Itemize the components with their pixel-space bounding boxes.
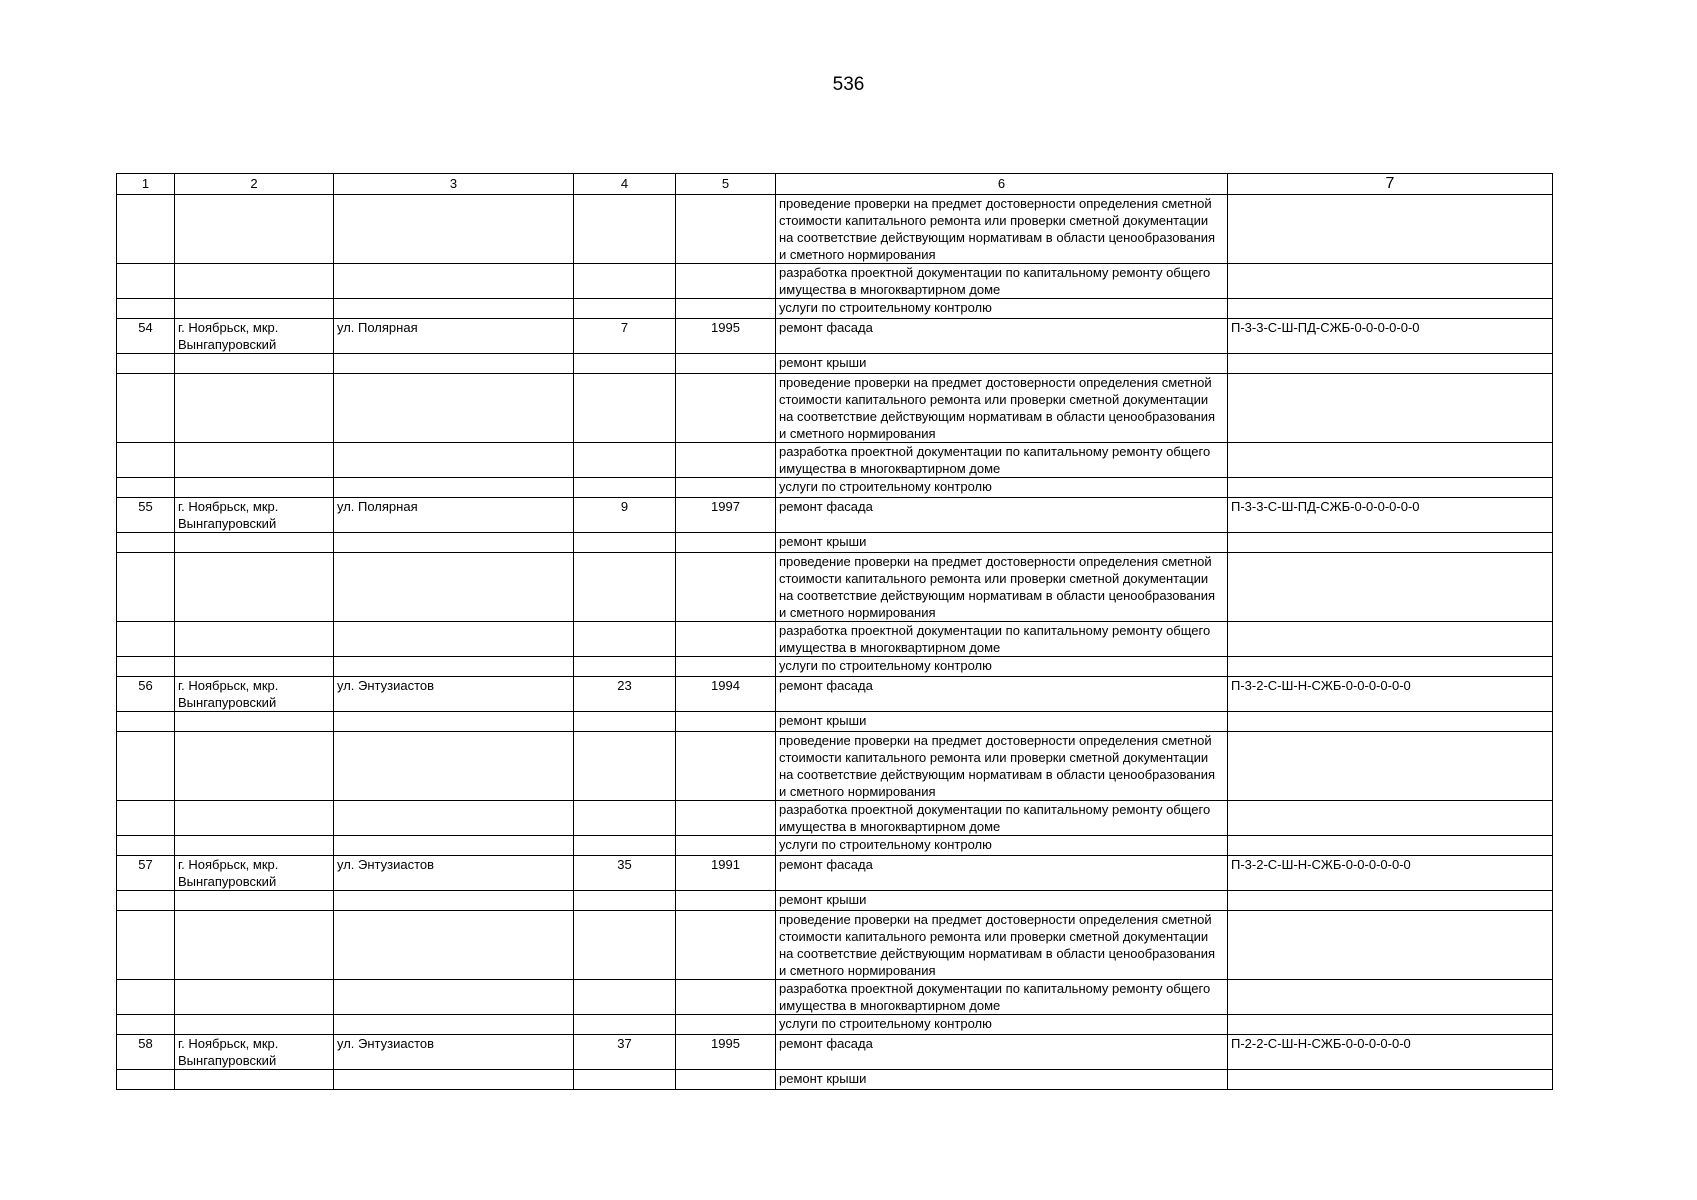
locality-cell [175,1070,334,1090]
year-cell: 1995 [676,319,776,354]
work-type-cell: ремонт крыши [776,712,1228,732]
building-code-cell: П-3-2-С-Ш-Н-СЖБ-0-0-0-0-0-0 [1228,856,1553,891]
row-number-cell [117,478,175,498]
header-row [117,174,1553,195]
year-cell [676,911,776,980]
building-code-cell [1228,980,1553,1015]
work-type-cell: проведение проверки на предмет достоверности определения сметной стоимости капитального ремонта или проверки сметной документации на соответствие действующим нормативам в области ценообразования и сметного нормирования [776,553,1228,622]
table-row [117,622,1553,657]
header-cell-1: 1 [117,174,175,195]
house-number-cell [574,1070,676,1090]
table-row [117,1015,1553,1035]
street-cell [334,980,574,1015]
work-type-cell: ремонт фасада [776,498,1228,533]
house-number-cell [574,443,676,478]
table-row [117,374,1553,443]
street-cell: ул. Полярная [334,319,574,354]
work-type-cell: услуги по строительному контролю [776,657,1228,677]
house-number-cell [574,374,676,443]
house-number-cell: 23 [574,677,676,712]
locality-cell [175,478,334,498]
street-cell [334,374,574,443]
house-number-cell [574,801,676,836]
locality-cell [175,657,334,677]
year-cell [676,478,776,498]
street-cell [334,195,574,264]
row-number-cell: 55 [117,498,175,533]
table-row [117,264,1553,299]
house-number-cell [574,732,676,801]
locality-cell [175,801,334,836]
house-number-cell [574,911,676,980]
house-number-cell [574,891,676,911]
year-cell: 1995 [676,1035,776,1070]
work-type-cell: разработка проектной документации по капитальному ремонту общего имущества в многоквартирном доме [776,801,1228,836]
street-cell [334,801,574,836]
row-number-cell: 58 [117,1035,175,1070]
locality-cell [175,533,334,553]
row-number-cell [117,622,175,657]
house-number-cell: 37 [574,1035,676,1070]
year-cell [676,712,776,732]
year-cell [676,657,776,677]
building-code-cell [1228,533,1553,553]
work-type-cell: ремонт фасада [776,677,1228,712]
work-type-cell: услуги по строительному контролю [776,1015,1228,1035]
building-code-cell [1228,1070,1553,1090]
work-type-cell: разработка проектной документации по капитальному ремонту общего имущества в многоквартирном доме [776,622,1228,657]
locality-cell [175,911,334,980]
header-cell-4: 4 [574,174,676,195]
building-code-cell [1228,443,1553,478]
work-type-cell: ремонт фасада [776,319,1228,354]
house-number-cell: 9 [574,498,676,533]
locality-cell [175,443,334,478]
house-number-cell [574,622,676,657]
locality-cell [175,299,334,319]
year-cell [676,1015,776,1035]
house-number-cell [574,354,676,374]
street-cell [334,712,574,732]
work-type-cell: проведение проверки на предмет достоверности определения сметной стоимости капитального ремонта или проверки сметной документации на соответствие действующим нормативам в области ценообразования и сметного нормирования [776,374,1228,443]
row-number-cell [117,553,175,622]
house-number-cell [574,712,676,732]
table-row [117,980,1553,1015]
locality-cell: г. Ноябрьск, мкр. Вынгапуровский [175,677,334,712]
year-cell [676,299,776,319]
table-row [117,195,1553,264]
year-cell [676,374,776,443]
building-code-cell [1228,891,1553,911]
row-number-cell [117,732,175,801]
table-row [117,836,1553,856]
table-row [117,443,1553,478]
table-row [117,299,1553,319]
year-cell [676,801,776,836]
locality-cell [175,374,334,443]
table-row [117,677,1553,712]
street-cell [334,1015,574,1035]
table-row [117,478,1553,498]
building-code-cell [1228,622,1553,657]
house-number-cell [574,836,676,856]
building-code-cell [1228,911,1553,980]
locality-cell [175,264,334,299]
street-cell [334,891,574,911]
row-number-cell [117,801,175,836]
work-type-cell: проведение проверки на предмет достоверности определения сметной стоимости капитального ремонта или проверки сметной документации на соответствие действующим нормативам в области ценообразования и сметного нормирования [776,195,1228,264]
building-code-cell [1228,374,1553,443]
work-type-cell: ремонт крыши [776,354,1228,374]
street-cell: ул. Энтузиастов [334,856,574,891]
table-row [117,553,1553,622]
building-code-cell [1228,553,1553,622]
year-cell [676,443,776,478]
table-row [117,498,1553,533]
row-number-cell: 57 [117,856,175,891]
year-cell [676,533,776,553]
work-type-cell: ремонт крыши [776,1070,1228,1090]
house-number-cell [574,980,676,1015]
table-row [117,1070,1553,1090]
house-number-cell [574,264,676,299]
row-number-cell: 56 [117,677,175,712]
house-number-cell [574,657,676,677]
house-number-cell [574,195,676,264]
building-code-cell [1228,732,1553,801]
locality-cell [175,354,334,374]
building-code-cell: П-2-2-С-Ш-Н-СЖБ-0-0-0-0-0-0 [1228,1035,1553,1070]
row-number-cell [117,533,175,553]
street-cell [334,478,574,498]
header-cell-2: 2 [175,174,334,195]
row-number-cell [117,443,175,478]
year-cell [676,836,776,856]
row-number-cell [117,712,175,732]
locality-cell [175,1015,334,1035]
work-type-cell: ремонт крыши [776,891,1228,911]
building-code-cell [1228,712,1553,732]
house-number-cell: 7 [574,319,676,354]
table-row [117,354,1553,374]
work-type-cell: ремонт фасада [776,856,1228,891]
work-type-cell: проведение проверки на предмет достоверности определения сметной стоимости капитального ремонта или проверки сметной документации на соответствие действующим нормативам в области ценообразования и сметного нормирования [776,911,1228,980]
locality-cell [175,891,334,911]
work-type-cell: услуги по строительному контролю [776,478,1228,498]
year-cell [676,622,776,657]
work-type-cell: разработка проектной документации по капитальному ремонту общего имущества в многоквартирном доме [776,264,1228,299]
header-cell-6: 6 [776,174,1228,195]
house-number-cell [574,1015,676,1035]
work-type-cell: услуги по строительному контролю [776,836,1228,856]
work-type-cell: разработка проектной документации по капитальному ремонту общего имущества в многоквартирном доме [776,443,1228,478]
house-number-cell [574,299,676,319]
street-cell [334,732,574,801]
street-cell [334,622,574,657]
locality-cell: г. Ноябрьск, мкр. Вынгапуровский [175,1035,334,1070]
building-code-cell: П-3-3-С-Ш-ПД-СЖБ-0-0-0-0-0-0 [1228,498,1553,533]
house-number-cell [574,478,676,498]
year-cell [676,891,776,911]
row-number-cell [117,374,175,443]
street-cell [334,354,574,374]
year-cell [676,195,776,264]
year-cell [676,1070,776,1090]
street-cell [334,657,574,677]
page-number: 536 [832,74,865,95]
street-cell [334,1070,574,1090]
row-number-cell [117,264,175,299]
locality-cell [175,622,334,657]
building-code-cell [1228,801,1553,836]
row-number-cell: 54 [117,319,175,354]
year-cell [676,980,776,1015]
table-body [117,174,1553,1090]
year-cell [676,354,776,374]
locality-cell [175,553,334,622]
locality-cell [175,195,334,264]
year-cell [676,553,776,622]
locality-cell [175,712,334,732]
street-cell [334,911,574,980]
row-number-cell [117,299,175,319]
row-number-cell [117,657,175,677]
header-cell-5: 5 [676,174,776,195]
row-number-cell [117,911,175,980]
row-number-cell [117,891,175,911]
building-code-cell [1228,836,1553,856]
table-row [117,801,1553,836]
table-row [117,911,1553,980]
building-code-cell [1228,1015,1553,1035]
building-code-cell: П-3-3-С-Ш-ПД-СЖБ-0-0-0-0-0-0 [1228,319,1553,354]
row-number-cell [117,1015,175,1035]
header-cell-7: 7 [1228,174,1553,195]
building-code-cell [1228,478,1553,498]
locality-cell [175,980,334,1015]
work-type-cell: ремонт крыши [776,533,1228,553]
year-cell [676,264,776,299]
table-row [117,657,1553,677]
work-type-cell: проведение проверки на предмет достоверности определения сметной стоимости капитального ремонта или проверки сметной документации на соответствие действующим нормативам в области ценообразования и сметного нормирования [776,732,1228,801]
street-cell [334,443,574,478]
table-row [117,732,1553,801]
building-code-cell [1228,657,1553,677]
table-row [117,319,1553,354]
building-code-cell [1228,354,1553,374]
table-row [117,533,1553,553]
year-cell: 1997 [676,498,776,533]
year-cell: 1994 [676,677,776,712]
street-cell: ул. Энтузиастов [334,677,574,712]
street-cell [334,299,574,319]
year-cell [676,732,776,801]
row-number-cell [117,195,175,264]
street-cell [334,553,574,622]
work-type-cell: услуги по строительному контролю [776,299,1228,319]
street-cell [334,836,574,856]
row-number-cell [117,354,175,374]
street-cell [334,264,574,299]
repair-register-table [116,173,1553,1090]
row-number-cell [117,980,175,1015]
house-number-cell [574,533,676,553]
street-cell: ул. Энтузиастов [334,1035,574,1070]
row-number-cell [117,836,175,856]
house-number-cell [574,553,676,622]
locality-cell [175,732,334,801]
year-cell: 1991 [676,856,776,891]
building-code-cell [1228,195,1553,264]
street-cell: ул. Полярная [334,498,574,533]
header-cell-3: 3 [334,174,574,195]
work-type-cell: ремонт фасада [776,1035,1228,1070]
table-row [117,1035,1553,1070]
locality-cell [175,836,334,856]
locality-cell: г. Ноябрьск, мкр. Вынгапуровский [175,856,334,891]
building-code-cell: П-3-2-С-Ш-Н-СЖБ-0-0-0-0-0-0 [1228,677,1553,712]
table-row [117,891,1553,911]
street-cell [334,533,574,553]
work-type-cell: разработка проектной документации по капитальному ремонту общего имущества в многоквартирном доме [776,980,1228,1015]
table-row [117,856,1553,891]
row-number-cell [117,1070,175,1090]
building-code-cell [1228,264,1553,299]
building-code-cell [1228,299,1553,319]
locality-cell: г. Ноябрьск, мкр. Вынгапуровский [175,498,334,533]
house-number-cell: 35 [574,856,676,891]
table-row [117,712,1553,732]
locality-cell: г. Ноябрьск, мкр. Вынгапуровский [175,319,334,354]
